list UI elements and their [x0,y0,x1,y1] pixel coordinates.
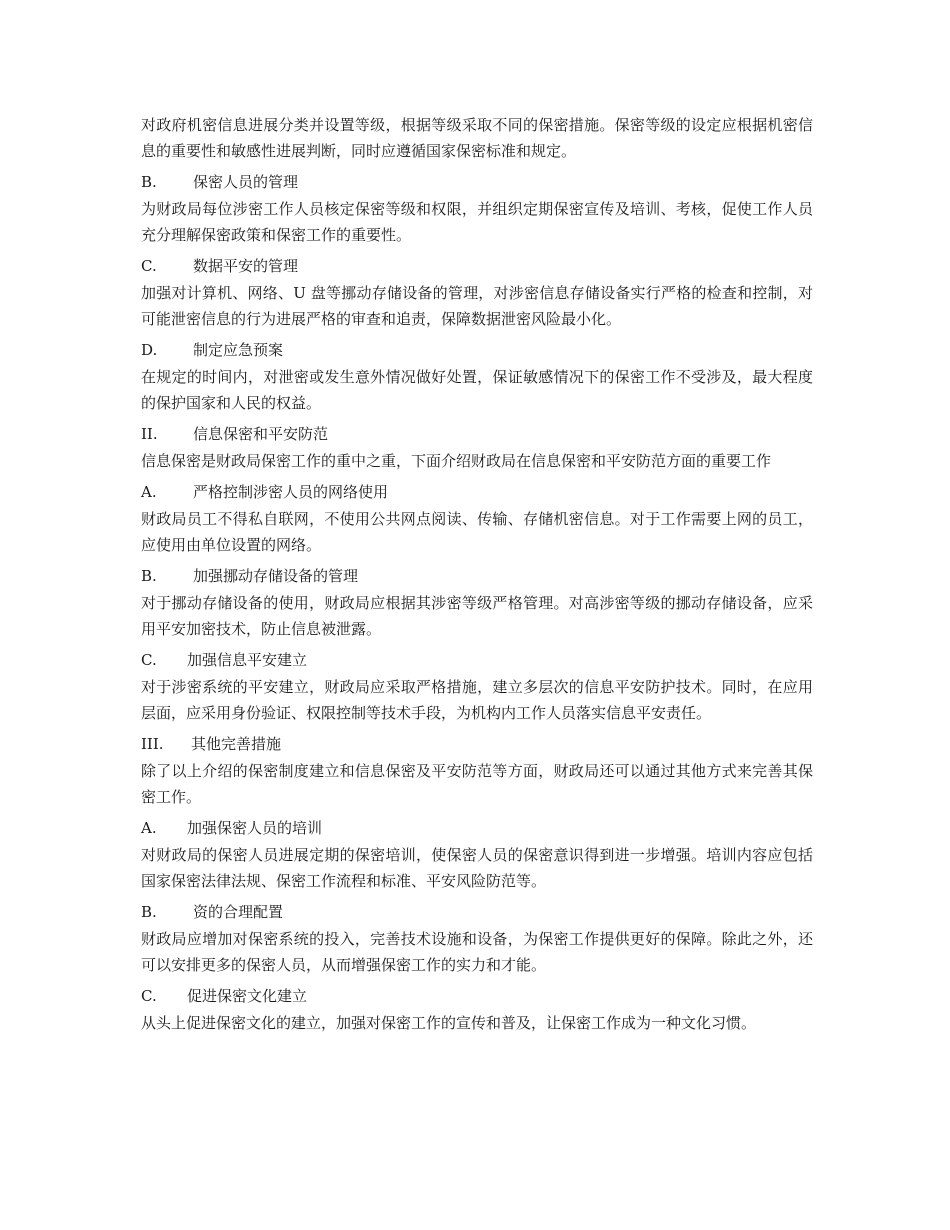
section-body: 财政局应增加对保密系统的投入，完善技术设施和设备，为保密工作提供更好的保障。除此之外，还可以安排更多的保密人员，从而增强保密工作的实力和才能。 [141,930,813,974]
section-b-storage-devices [141,563,813,642]
section-d-emergency-plan [141,337,813,416]
section-title: 其他完善措施 [191,735,282,753]
section-body: 财政局员工不得私自联网，不使用公共网点阅读、传输、存储机密信息。对于工作需要上网的员工，应使用由单位设置的网络。 [141,510,813,554]
section-marker: B. [141,567,157,585]
section-marker: B. [141,903,157,921]
section-body: 在规定的时间内，对泄密或发生意外情况做好处置，保证敏感情况下的保密工作不受涉及，最大程度的保护国家和人民的权益。 [141,368,813,412]
section-marker: C. [141,651,157,669]
section-marker: A. [141,483,157,501]
section-body: 对于挪动存储设备的使用，财政局应根据其涉密等级严格管理。对高涉密等级的挪动存储设备，应采用平安加密技术，防止信息被泄露。 [141,594,813,638]
section-heading [141,253,813,279]
section-iii-other-measures [141,731,813,810]
section-body: 除了以上介绍的保密制度建立和信息保密及平安防范等方面，财政局还可以通过其他方式来完善其保密工作。 [141,762,813,806]
section-marker: II. [141,425,158,443]
section-body: 从头上促进保密文化的建立，加强对保密工作的宣传和普及，让保密工作成为一种文化习惯。 [141,1014,757,1032]
section-marker: B. [141,173,157,191]
section-heading [141,815,813,841]
section-c-security-construction [141,647,813,726]
intro-paragraph: 对政府机密信息进展分类并设置等级，根据等级采取不同的保密措施。保密等级的设定应根据机密信息的重要性和敏感性进展判断，同时应遵循国家保密标准和规定。 [141,116,813,160]
section-heading [141,647,813,673]
section-title: 加强信息平安建立 [187,651,308,669]
section-marker: C. [141,257,157,275]
section-a-network-control [141,479,813,558]
section-title: 保密人员的管理 [193,173,299,191]
section-heading [141,731,813,757]
section-marker: D. [141,341,158,359]
section-body: 对财政局的保密人员进展定期的保密培训，使保密人员的保密意识得到进一步增强。培训内容应包括国家保密法律法规、保密工作流程和标准、平安风险防范等。 [141,846,813,890]
section-heading [141,337,813,363]
section-heading [141,169,813,195]
section-c-data-security [141,253,813,332]
section-b-personnel [141,169,813,248]
section-title: 数据平安的管理 [193,257,299,275]
section-title: 资的合理配置 [193,903,284,921]
section-title: 严格控制涉密人员的网络使用 [193,483,389,501]
section-heading [141,899,813,925]
document-page [141,112,813,1036]
section-marker: III. [141,735,164,753]
section-title: 加强挪动存储设备的管理 [193,567,359,585]
section-b-resource-allocation [141,899,813,978]
section-title: 促进保密文化建立 [187,987,308,1005]
section-c-security-culture [141,983,813,1036]
section-heading [141,421,813,447]
section-marker: C. [141,987,157,1005]
section-ii-information-security [141,421,813,474]
section-body: 加强对计算机、网络、U 盘等挪动存储设备的管理，对涉密信息存储设备实行严格的检查和控制，对可能泄密信息的行为进展严格的审查和追责，保障数据泄密风险最小化。 [141,284,813,328]
section-heading [141,479,813,505]
section-body: 为财政局每位涉密工作人员核定保密等级和权限，并组织定期保密宣传及培训、考核，促使工作人员充分理解保密政策和保密工作的重要性。 [141,200,813,244]
section-marker: A. [141,819,157,837]
section-title: 信息保密和平安防范 [193,425,329,443]
section-body: 对于涉密系统的平安建立，财政局应采取严格措施，建立多层次的信息平安防护技术。同时，在应用层面，应采用身份验证、权限控制等技术手段，为机构内工作人员落实信息平安责任。 [141,678,813,722]
section-title: 加强保密人员的培训 [187,819,323,837]
section-heading [141,563,813,589]
section-a-training [141,815,813,894]
section-title: 制定应急预案 [193,341,284,359]
section-body: 信息保密是财政局保密工作的重中之重，下面介绍财政局在信息保密和平安防范方面的重要工作 [141,452,772,470]
section-heading [141,983,813,1009]
